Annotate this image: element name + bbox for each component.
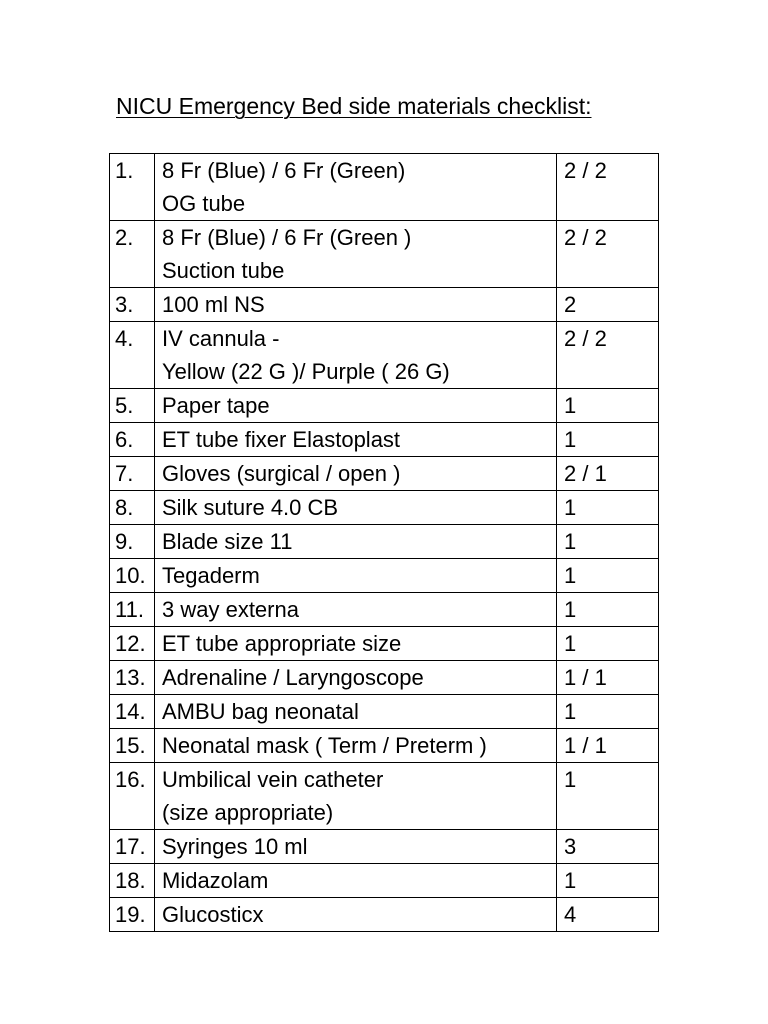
item-description — [155, 627, 557, 661]
table-row — [110, 661, 659, 695]
item-description — [155, 898, 557, 932]
table-row — [110, 559, 659, 593]
item-quantity: 1 — [557, 491, 659, 525]
item-description-line: 8 Fr (Blue) / 6 Fr (Green ) — [162, 225, 412, 250]
item-description — [155, 695, 557, 729]
item-description — [155, 763, 557, 830]
item-description-line: 8 Fr (Blue) / 6 Fr (Green) — [162, 158, 406, 183]
item-description-line: OG tube — [162, 191, 246, 216]
item-description-line: Umbilical vein catheter — [162, 767, 384, 792]
item-number: 8. — [110, 491, 155, 525]
item-description — [155, 729, 557, 763]
item-number: 5. — [110, 389, 155, 423]
item-description — [155, 221, 557, 288]
item-description — [155, 525, 557, 559]
table-row — [110, 898, 659, 932]
table-row — [110, 423, 659, 457]
item-quantity: 2 / 1 — [557, 457, 659, 491]
item-quantity: 1 — [557, 864, 659, 898]
item-number: 10. — [110, 559, 155, 593]
item-description — [155, 559, 557, 593]
item-description-line: Suction tube — [162, 258, 285, 283]
page-title: NICU Emergency Bed side materials checklist: — [116, 93, 592, 119]
item-quantity: 1 — [557, 389, 659, 423]
item-number: 11. — [110, 593, 155, 627]
item-description-line: Glucosticx — [162, 902, 264, 927]
item-number: 13. — [110, 661, 155, 695]
checklist-body — [110, 154, 659, 932]
table-row — [110, 322, 659, 389]
item-description-line: Blade size 11 — [162, 529, 293, 554]
item-description-line: Silk suture 4.0 CB — [162, 495, 339, 520]
item-description — [155, 457, 557, 491]
table-row — [110, 491, 659, 525]
item-number: 14. — [110, 695, 155, 729]
item-number: 19. — [110, 898, 155, 932]
item-description-line: Gloves (surgical / open ) — [162, 461, 401, 486]
item-description-line: IV cannula - — [162, 326, 280, 351]
item-description-line: (size appropriate) — [162, 800, 334, 825]
table-row — [110, 154, 659, 221]
item-quantity: 1 / 1 — [557, 729, 659, 763]
table-row — [110, 729, 659, 763]
item-quantity: 4 — [557, 898, 659, 932]
table-row — [110, 593, 659, 627]
table-row — [110, 695, 659, 729]
item-number: 3. — [110, 288, 155, 322]
item-number: 2. — [110, 221, 155, 288]
item-description — [155, 423, 557, 457]
item-description — [155, 864, 557, 898]
table-row — [110, 525, 659, 559]
item-quantity: 2 / 2 — [557, 322, 659, 389]
item-description-line: ET tube appropriate size — [162, 631, 402, 656]
item-number: 15. — [110, 729, 155, 763]
item-number: 17. — [110, 830, 155, 864]
item-description-line: Paper tape — [162, 393, 270, 418]
table-row — [110, 830, 659, 864]
item-quantity: 1 — [557, 763, 659, 830]
item-number: 16. — [110, 763, 155, 830]
item-description — [155, 661, 557, 695]
item-number: 7. — [110, 457, 155, 491]
item-description — [155, 389, 557, 423]
item-description — [155, 288, 557, 322]
table-row — [110, 288, 659, 322]
item-quantity: 1 — [557, 627, 659, 661]
item-number: 4. — [110, 322, 155, 389]
item-description-line: Adrenaline / Laryngoscope — [162, 665, 424, 690]
item-description-line: Syringes 10 ml — [162, 834, 308, 859]
item-number: 1. — [110, 154, 155, 221]
item-number: 12. — [110, 627, 155, 661]
item-quantity: 1 — [557, 525, 659, 559]
item-quantity: 1 — [557, 593, 659, 627]
table-row — [110, 221, 659, 288]
item-description-line: Yellow (22 G )/ Purple ( 26 G) — [162, 359, 450, 384]
item-quantity: 3 — [557, 830, 659, 864]
item-description-line: 3 way externa — [162, 597, 299, 622]
item-description-line: Midazolam — [162, 868, 269, 893]
item-description-line: AMBU bag neonatal — [162, 699, 359, 724]
item-description — [155, 154, 557, 221]
item-description — [155, 593, 557, 627]
item-description-line: 100 ml NS — [162, 292, 265, 317]
item-description-line: Neonatal mask ( Term / Preterm ) — [162, 733, 487, 758]
item-description — [155, 322, 557, 389]
item-quantity: 1 — [557, 559, 659, 593]
item-description-line: ET tube fixer Elastoplast — [162, 427, 401, 452]
table-row — [110, 457, 659, 491]
table-row — [110, 627, 659, 661]
item-number: 18. — [110, 864, 155, 898]
item-quantity: 1 / 1 — [557, 661, 659, 695]
item-number: 9. — [110, 525, 155, 559]
item-number: 6. — [110, 423, 155, 457]
item-quantity: 2 — [557, 288, 659, 322]
item-quantity: 1 — [557, 423, 659, 457]
checklist-table — [109, 153, 659, 932]
item-quantity: 1 — [557, 695, 659, 729]
table-row — [110, 864, 659, 898]
table-row — [110, 763, 659, 830]
table-row — [110, 389, 659, 423]
item-description — [155, 491, 557, 525]
item-description-line: Tegaderm — [162, 563, 260, 588]
item-quantity: 2 / 2 — [557, 221, 659, 288]
item-description — [155, 830, 557, 864]
item-quantity: 2 / 2 — [557, 154, 659, 221]
